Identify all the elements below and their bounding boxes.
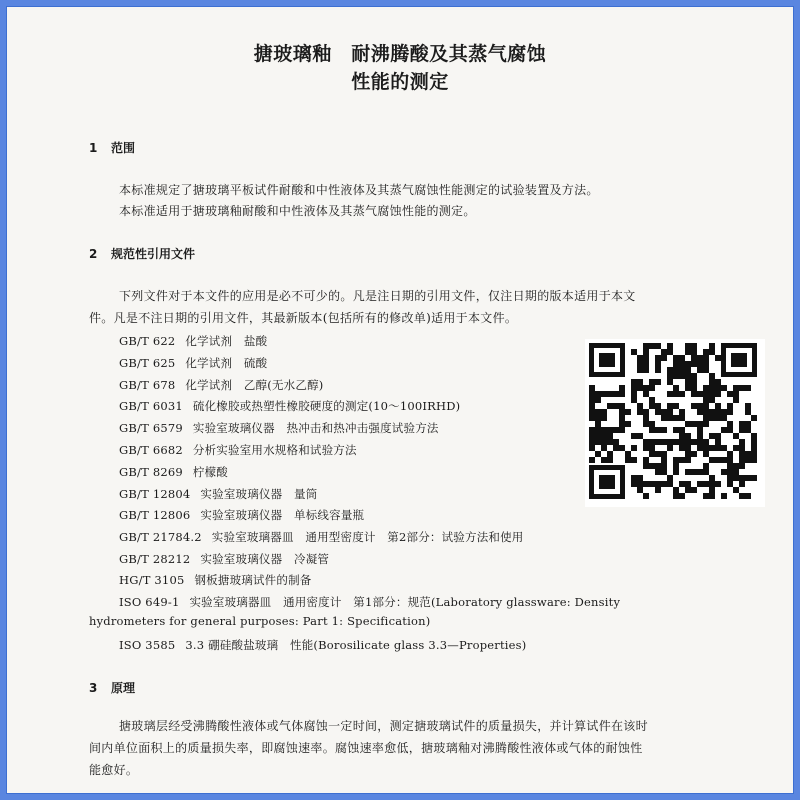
section-1-paragraph-1: 本标准规定了搪玻璃平板试件耐酸和中性液体及其蒸气腐蚀性能测定的试验装置及方法。 <box>119 183 599 197</box>
reference-code: GB/T 12806 <box>119 508 191 522</box>
section-2-heading <box>89 245 195 262</box>
section-title: 原理 <box>111 681 136 695</box>
section-number: 3 <box>89 681 98 695</box>
reference-name: hydrometers for general purposes: Part 1: Specification) <box>89 614 431 628</box>
reference-item <box>119 377 323 393</box>
qr-code-image <box>585 339 765 507</box>
document-page <box>6 6 794 794</box>
reference-item <box>119 355 267 371</box>
reference-name: 化学试剂 乙醇(无水乙醇) <box>185 378 324 392</box>
reference-item <box>119 420 439 436</box>
reference-name: 实验室玻璃仪器 量筒 <box>200 487 318 501</box>
reference-item <box>119 572 311 588</box>
section-3-paragraph-line-2: 间内单位面积上的质量损失率，即腐蚀速率。腐蚀速率愈低，搪玻璃釉对沸腾酸性液体或气体的耐蚀性 <box>89 741 643 755</box>
section-1-paragraph-2: 本标准适用于搪玻璃釉耐酸和中性液体及其蒸气腐蚀性能的测定。 <box>119 204 476 218</box>
reference-name: 钢板搪玻璃试件的制备 <box>194 573 312 587</box>
reference-code: GB/T 6682 <box>119 443 183 457</box>
reference-item <box>119 442 357 458</box>
reference-item <box>119 551 329 567</box>
reference-code: GB/T 8269 <box>119 465 183 479</box>
section-3-paragraph-line-3: 能愈好。 <box>89 763 139 777</box>
reference-code: GB/T 28212 <box>119 552 191 566</box>
reference-code: ISO 649-1 <box>119 595 180 609</box>
reference-name: 实验室玻璃器皿 通用密度计 第1部分：规范(Laboratory glassware: Density <box>189 595 621 609</box>
reference-item <box>119 486 317 502</box>
reference-name: 实验室玻璃仪器 单标线容量瓶 <box>200 508 365 522</box>
reference-code: GB/T 625 <box>119 356 176 370</box>
reference-item <box>119 529 524 545</box>
reference-name: 化学试剂 盐酸 <box>185 334 268 348</box>
reference-code: HG/T 3105 <box>119 573 185 587</box>
reference-item <box>119 507 364 523</box>
section-title: 范围 <box>111 141 136 155</box>
reference-item <box>119 464 228 480</box>
section-title: 规范性引用文件 <box>111 247 196 261</box>
reference-name: 实验室玻璃器皿 通用型密度计 第2部分：试验方法和使用 <box>211 530 524 544</box>
section-2-intro-line-1: 下列文件对于本文件的应用是必不可少的。凡是注日期的引用文件，仅注日期的版本适用于本文 <box>119 289 636 303</box>
section-1-heading <box>89 139 135 156</box>
reference-name: 柠檬酸 <box>192 465 229 479</box>
section-number: 2 <box>89 247 98 261</box>
document-title-line1: 搪玻璃釉 耐沸腾酸及其蒸气腐蚀 <box>253 43 547 65</box>
reference-code: GB/T 21784.2 <box>119 530 202 544</box>
reference-item <box>119 637 526 653</box>
reference-code: GB/T 12804 <box>119 487 191 501</box>
reference-name: 实验室玻璃仪器 冷凝管 <box>200 552 330 566</box>
section-3-heading <box>89 679 135 696</box>
reference-name: 分析实验室用水规格和试验方法 <box>192 443 357 457</box>
section-2-intro-line-2: 件。凡是不注日期的引用文件，其最新版本(包括所有的修改单)适用于本文件。 <box>89 311 518 325</box>
reference-name: 硫化橡胶或热塑性橡胶硬度的测定(10～100IRHD) <box>192 399 461 413</box>
qr-code-icon <box>587 341 759 501</box>
reference-name: 化学试剂 硫酸 <box>185 356 268 370</box>
reference-code: GB/T 6031 <box>119 399 183 413</box>
section-3-paragraph-line-1: 搪玻璃层经受沸腾酸性液体或气体腐蚀一定时间，测定搪玻璃试件的质量损失，并计算试件在该时 <box>119 719 648 733</box>
reference-name: 3.3 硼硅酸盐玻璃 性能(Borosilicate glass 3.3—Properties) <box>185 638 527 652</box>
reference-code: GB/T 622 <box>119 334 176 348</box>
reference-item-continuation <box>89 614 430 628</box>
reference-name: 实验室玻璃仪器 热冲击和热冲击强度试验方法 <box>192 421 439 435</box>
reference-item <box>119 333 267 349</box>
section-number: 1 <box>89 141 98 155</box>
reference-code: GB/T 6579 <box>119 421 183 435</box>
reference-code: GB/T 678 <box>119 378 176 392</box>
reference-item <box>119 398 460 414</box>
reference-item <box>119 594 620 610</box>
reference-code: ISO 3585 <box>119 638 176 652</box>
document-title-line2: 性能的测定 <box>351 71 449 93</box>
